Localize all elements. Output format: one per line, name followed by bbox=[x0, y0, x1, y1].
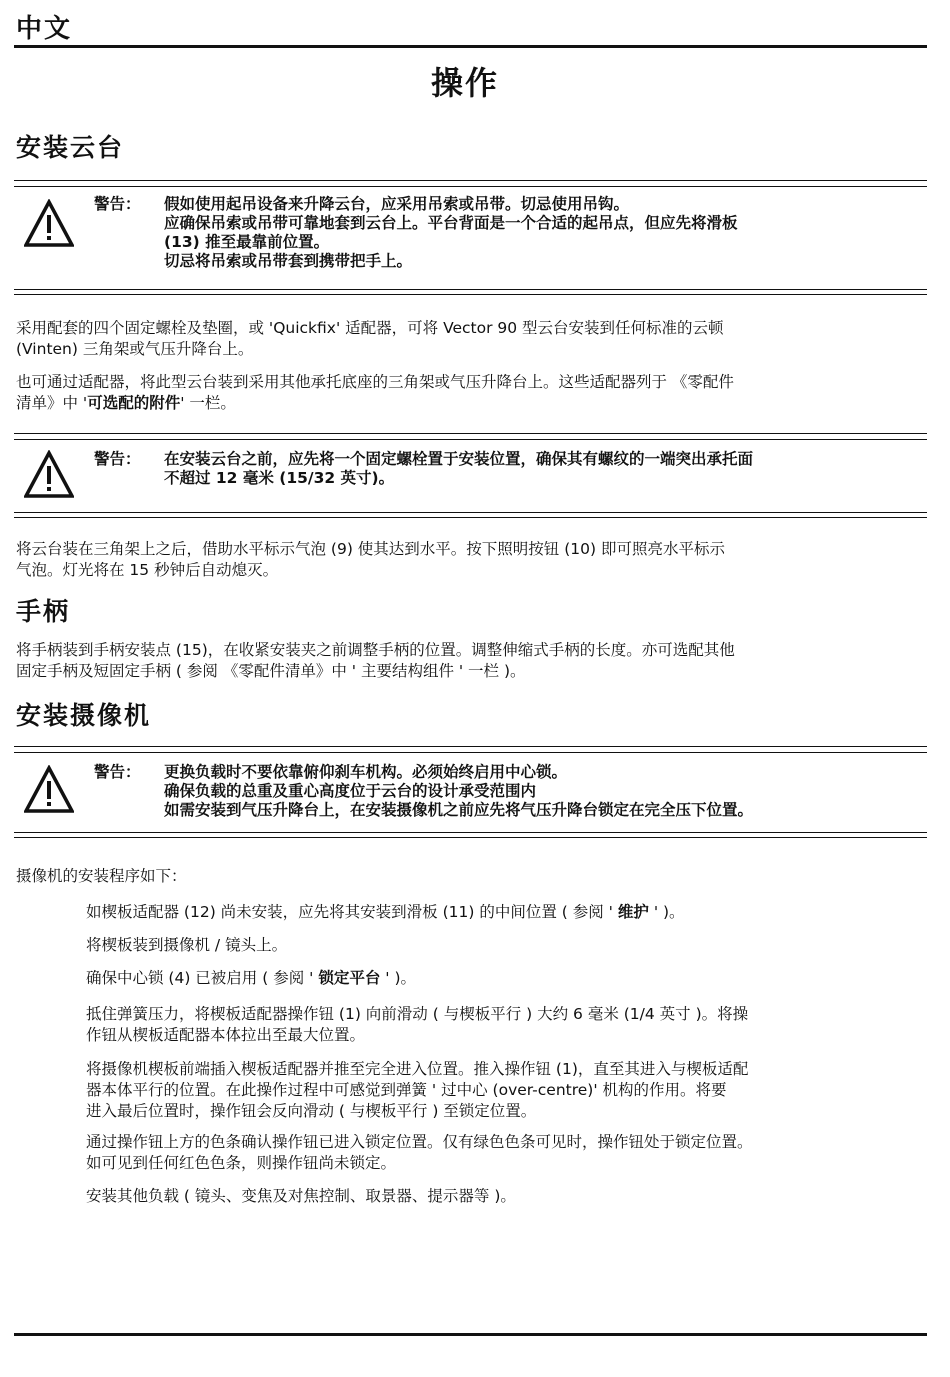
warning-triangle-icon bbox=[24, 765, 74, 815]
footer-rule bbox=[14, 1333, 927, 1336]
warning-rule-top-inner bbox=[14, 186, 927, 187]
warning3-rule-top-inner bbox=[14, 752, 927, 753]
language-header: 中文 bbox=[16, 14, 73, 44]
page-title: 操作 bbox=[430, 64, 499, 102]
step-slide-knob: 抵住弹簧压力，将楔板适配器操作钮 (1) 向前滑动 ( 与楔板平行 ) 大约 6 毫米 (1/4 英寸 )。将操 作钮从楔板适配器本体拉出至最大位置。 bbox=[86, 1005, 749, 1044]
section-title-mount-head: 安装云台 bbox=[16, 133, 125, 162]
step-centre-lock: 确保中心锁 (4) 已被启用 ( 参阅 ' 锁定平台 ' )。 bbox=[86, 969, 417, 987]
step-insert-wedge: 将摄像机楔板前端插入楔板适配器并推至完全进入位置。推入操作钮 (1)，直至其进入与楔板适配 器本体平行的位置。在此操作过程中可感觉到弹簧 ' 过中心 (over-centre)' 机构的作用。将要 进入最后位置时，操作钮会反向滑动 ( 与楔板平行 ) 至锁定位置。 bbox=[86, 1060, 749, 1120]
warning3-rule-bottom-inner bbox=[14, 837, 927, 838]
warning-label: 警告： bbox=[94, 763, 141, 781]
paragraph-adaptors: 也可通过适配器，将此型云台装到采用其他承托底座的三角架或气压升降台上。这些适配器列于 《零配件 清单》中 '可选配的附件' 一栏。 bbox=[16, 373, 734, 412]
paragraph-handle: 将手柄装到手柄安装点 (15)，在收紧安装夹之前调整手柄的位置。调整伸缩式手柄的长度。亦可选配其他 固定手柄及短固定手柄 ( 参阅 《零配件清单》中 ' 主要结构组件 ' 一栏 )。 bbox=[16, 641, 735, 680]
section-title-handle: 手柄 bbox=[16, 597, 71, 626]
warning3-rule-bottom bbox=[14, 832, 927, 833]
warning-label: 警告： bbox=[94, 195, 141, 213]
warning-rule-bottom bbox=[14, 289, 927, 290]
warning-box-bolt bbox=[14, 450, 927, 506]
warning-text: 在安装云台之前，应先将一个固定螺栓置于安装位置，确保其有螺纹的一端突出承托面 不超过 12 毫米 (15/32 英寸)。 bbox=[164, 450, 754, 487]
warning2-rule-bottom bbox=[14, 512, 927, 513]
warning-rule-bottom-inner bbox=[14, 294, 927, 295]
paragraph-levelling: 将云台装在三角架上之后，借助水平标示气泡 (9) 使其达到水平。按下照明按钮 (10) 即可照亮水平标示 气泡。灯光将在 15 秒钟后自动熄灭。 bbox=[16, 540, 725, 579]
step-other-loads: 安装其他负载 ( 镜头、变焦及对焦控制、取景器、提示器等 )。 bbox=[86, 1187, 516, 1205]
warning-box-camera bbox=[14, 763, 927, 827]
step-fit-wedge: 将楔板装到摄像机 / 镜头上。 bbox=[86, 936, 288, 954]
step-wedge-adaptor: 如楔板适配器 (12) 尚未安装，应先将其安装到滑板 (11) 的中间位置 ( 参阅 ' 维护 ' )。 bbox=[86, 903, 685, 921]
warning-rule-top bbox=[14, 180, 927, 181]
warning-triangle-icon bbox=[24, 450, 74, 500]
warning-box-lifting bbox=[14, 195, 927, 275]
header-rule bbox=[14, 45, 927, 48]
section-title-camera: 安装摄像机 bbox=[16, 701, 152, 730]
warning-text: 假如使用起吊设备来升降云台，应采用吊索或吊带。切忌使用吊钩。 应确保吊索或吊带可靠地套到云台上。平台背面是一个合适的起吊点，但应先将滑板 (13) 推至最靠前位置。 切忌将吊索或吊带套到携带把手上。 bbox=[164, 195, 738, 270]
warning-label: 警告： bbox=[94, 450, 141, 468]
paragraph-mounting: 采用配套的四个固定螺栓及垫圈，或 'Quickfix' 适配器，可将 Vector 90 型云台安装到任何标准的云顿 (Vinten) 三角架或气压升降台上。 bbox=[16, 319, 724, 358]
warning2-rule-top-inner bbox=[14, 439, 927, 440]
paragraph-camera-intro: 摄像机的安装程序如下： bbox=[16, 867, 187, 885]
warning-triangle-icon bbox=[24, 199, 74, 249]
step-check-lock: 通过操作钮上方的色条确认操作钮已进入锁定位置。仅有绿色色条可见时，操作钮处于锁定位置。 如可见到任何红色色条，则操作钮尚未锁定。 bbox=[86, 1133, 753, 1172]
warning3-rule-top bbox=[14, 746, 927, 747]
warning2-rule-bottom-inner bbox=[14, 517, 927, 518]
warning-text: 更换负载时不要依靠俯仰刹车机构。必须始终启用中心锁。 确保负载的总重及重心高度位于云台的设计承受范围内 如需安装到气压升降台上，在安装摄像机之前应先将气压升降台锁定在完全压下位置。 bbox=[164, 763, 754, 819]
warning2-rule-top bbox=[14, 433, 927, 434]
